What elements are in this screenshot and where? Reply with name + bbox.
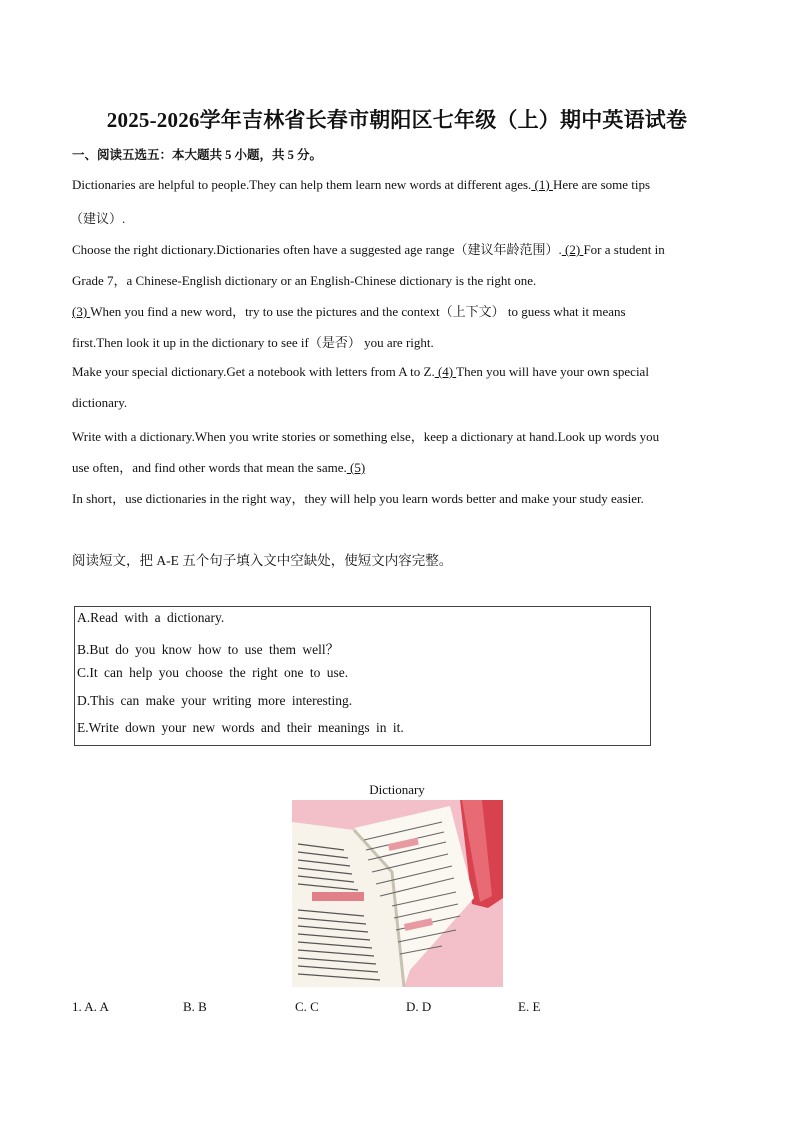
passage-line: Grade 7，a Chinese-English dictionary or an English-Chinese dictionary is the right one. [72, 273, 537, 288]
passage-text: Choose the right dictionary.Dictionaries often have a suggested age range（建议年龄范围）. [72, 242, 562, 257]
answer-option-c[interactable]: C. C [295, 999, 319, 1014]
passage-line: In short，use dictionaries in the right way，they will help you learn words better and make your study easier. [72, 491, 644, 506]
passage-text: use often，and find other words that mean the same. [72, 460, 347, 475]
passage-text: Make your special dictionary.Get a notebook with letters from A to Z. [72, 364, 435, 379]
option-c: C.It can help you choose the right one to use. [77, 665, 349, 680]
answer-option-1-a[interactable]: 1. A. A [72, 999, 109, 1014]
section-heading: 一、阅读五选五：本大题共 5 小题，共 5 分。 [72, 148, 323, 162]
passage-text: Dictionaries are helpful to people.They can help them learn new words at different ages. [72, 177, 532, 192]
passage-text: Then you will have your own special [456, 364, 649, 379]
option-d: D.This can make your writing more interesting. [77, 693, 353, 708]
passage-text: Here are some tips [552, 177, 651, 192]
option-a: A.Read with a dictionary. [77, 610, 225, 625]
dictionary-photo [292, 800, 503, 987]
passage-line: （建议）. [70, 211, 126, 226]
passage-line [72, 364, 649, 380]
passage-line: Write with a dictionary.When you write stories or something else，keep a dictionary at hand.Look up words you [72, 429, 660, 444]
option-e: E.Write down your new words and their meanings in it. [77, 720, 404, 735]
passage-line [72, 239, 665, 258]
blank-2: (2) [561, 242, 584, 257]
blank-1: (1) [531, 177, 553, 192]
blank-3: (3) [72, 304, 91, 319]
passage-line [72, 177, 650, 193]
instruction: 阅读短文，把 A-E 五个句子填入文中空缺处，使短文内容完整。 [72, 553, 453, 568]
blank-4: (4) [434, 364, 457, 379]
answer-option-e[interactable]: E. E [518, 999, 541, 1014]
passage-text: For a student in [583, 242, 665, 257]
passage-line [72, 301, 626, 320]
dictionary-image [292, 800, 503, 987]
options-box [74, 606, 651, 746]
page-title: 2025-2026学年吉林省长春市朝阳区七年级（上）期中英语试卷 [106, 108, 688, 132]
passage-line: dictionary. [72, 395, 128, 410]
option-b: B.But do you know how to use them well？ [77, 642, 340, 657]
passage-line [72, 457, 365, 476]
figure-caption: Dictionary [369, 782, 425, 797]
answer-option-b[interactable]: B. B [183, 999, 207, 1014]
passage-text: When you find a new word，try to use the pictures and the context（上下文） to guess what it means [90, 304, 626, 319]
passage-line: first.Then look it up in the dictionary to see if（是否） you are right. [72, 335, 434, 350]
answer-option-d[interactable]: D. D [406, 999, 432, 1014]
blank-5: (5) [346, 460, 366, 475]
